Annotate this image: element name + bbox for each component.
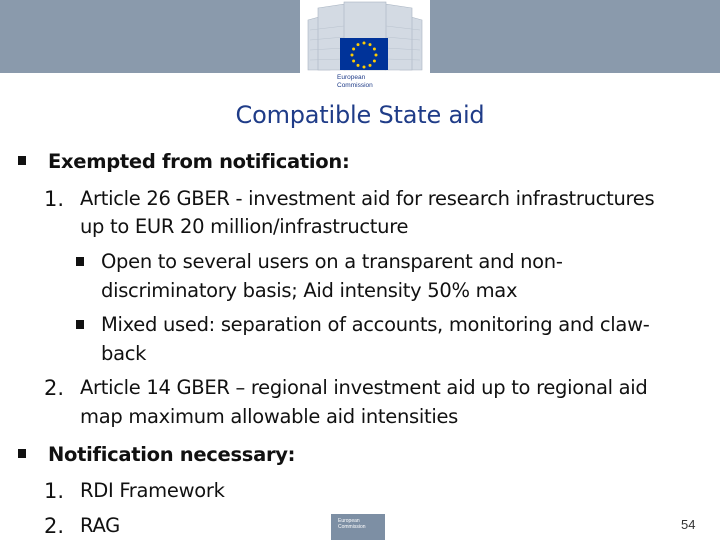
square-bullet-icon <box>18 156 26 165</box>
sub-bullet-1-line-1: Open to several users on a transparent and non- <box>101 250 563 273</box>
item-4-line-1: RAG <box>80 514 120 537</box>
item-number: 2. <box>44 514 65 538</box>
footer-logo <box>331 514 385 540</box>
square-bullet-icon <box>76 320 84 329</box>
european-commission-logo <box>300 0 430 96</box>
square-bullet-icon <box>76 257 84 266</box>
sub-bullet-1-line-2: discriminatory basis; Aid intensity 50% max <box>101 279 518 302</box>
item-number: 1. <box>44 187 65 211</box>
logo-line-1: European <box>337 74 366 81</box>
item-1-line-2: up to EUR 20 million/infrastructure <box>80 215 409 238</box>
sub-bullet-2-line-1: Mixed used: separation of accounts, monitoring and claw- <box>101 313 650 336</box>
page-number: 54 <box>681 517 696 532</box>
sub-bullet-2-line-2: back <box>101 342 147 365</box>
item-1-line-1: Article 26 GBER - investment aid for research infrastructures <box>80 187 655 210</box>
square-bullet-icon <box>18 449 26 458</box>
logo-wordmark <box>337 74 417 90</box>
footer-logo-text: European Commission <box>338 518 366 530</box>
item-3-line-1: RDI Framework <box>80 479 225 502</box>
item-number: 1. <box>44 479 65 503</box>
item-number: 2. <box>44 376 65 400</box>
bullet-exempted: Exempted from notification: <box>48 150 350 173</box>
item-2-line-2: map maximum allowable aid intensities <box>80 405 458 428</box>
berlaymont-building-icon <box>300 0 430 74</box>
logo-line-2: Commission <box>337 82 373 89</box>
bullet-notification: Notification necessary: <box>48 443 296 466</box>
item-2-line-1: Article 14 GBER – regional investment aid up to regional aid <box>80 376 648 399</box>
slide-title: Compatible State aid <box>235 101 485 129</box>
